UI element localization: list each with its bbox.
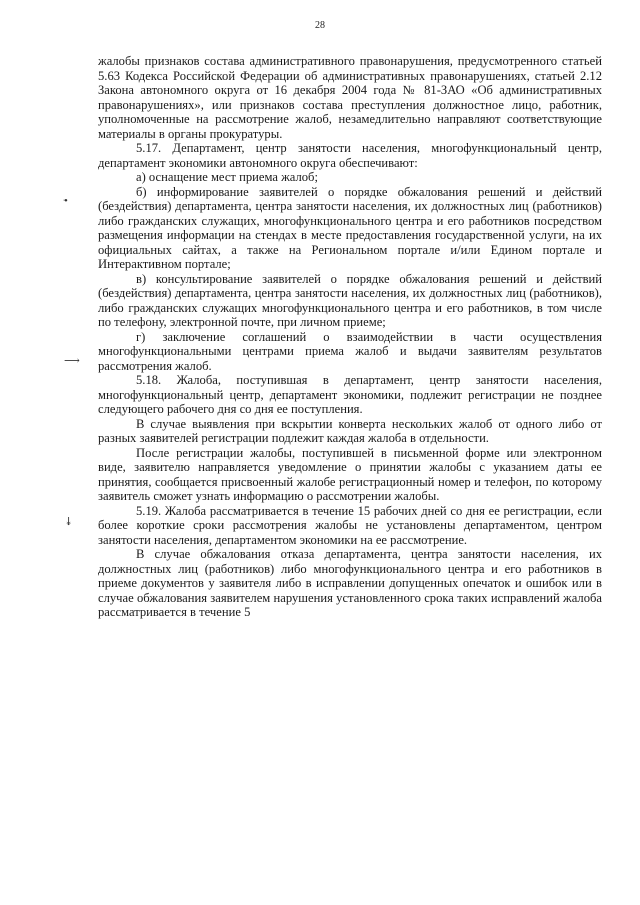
margin-tick-icon: ↡ — [64, 516, 74, 528]
document-body — [98, 54, 602, 620]
paragraph: жалобы признаков состава административного правонарушения, предусмотренного статьей 5.63 Кодекса Российской Федерации об административных правонарушениях, статьей 2.12 Закона автономного округа от 16 декабря 2004 года № 81-ЗАО «Об административных правонарушениях», или признаков состава преступления должностное лицо, работник, уполномоченные на рассмотрение жалоб, незамедлительно направляют соответствующие материалы в органы прокуратуры. — [98, 54, 602, 141]
paragraph: г) заключение соглашений о взаимодействии в части осуществления многофункциональными центрами приема жалоб и выдачи заявителям результатов рассмотрения жалоб. — [98, 329, 602, 373]
paragraph: 5.19. Жалоба рассматривается в течение 15 рабочих дней со дня ее регистрации, если более короткие сроки рассмотрения жалобы не установлены департаментом, центром занятости населения, департаментом экономики на ее рассмотрение. — [98, 503, 602, 547]
paragraph: 5.18. Жалоба, поступившая в департамент, центр занятости населения, многофункциональный центр, департамент экономики, подлежит регистрации не позднее следующего рабочего дня со дня ее поступления. — [98, 373, 602, 416]
paragraph: После регистрации жалобы, поступившей в письменной форме или электронном виде, заявителю направляется уведомление о принятии жалобы с указанием даты ее принятия, сообщается присвоенный жалобе регистрационный номер и телефон, по которому заявитель сможет узнать информацию о рассмотрении жалобы. — [98, 445, 602, 503]
paragraph: а) оснащение мест приема жалоб; — [136, 170, 318, 184]
paragraph: 5.17. Департамент, центр занятости населения, многофункциональный центр, департамент экономики автономного округа обеспечивают: — [98, 141, 602, 170]
page-number: 28 — [315, 20, 325, 31]
paragraph: В случае выявления при вскрытии конверта нескольких жалоб от одного либо от разных заявителей регистрации подлежит каждая жалоба в отдельности. — [98, 416, 602, 445]
paragraph: в) консультирование заявителей о порядке обжалования решений и действий (бездействия) департамента, центра занятости населения, их должностных лиц (работников), либо гражданских служащих многофункционального центра и его работников, в том числе по телефону, электронной почте, при личном приеме; — [98, 271, 602, 329]
margin-arrow-icon: ⟶ — [64, 355, 80, 367]
paragraph: б) информирование заявителей о порядке обжалования решений и действий (бездействия) департамента, центра занятости населения, их должностных лиц (работников) либо гражданских служащих, многофункционального центра и его работников посредством размещения информации на стендах в месте предоставления государственной услуги, на их официальных сайтах, а также на Региональном портале и/или Едином портале и Интерактивном портале; — [98, 184, 602, 271]
margin-mark-icon: •ּ — [64, 195, 68, 207]
paragraph: В случае обжалования отказа департамента, центра занятости населения, их должностных лиц (работников) либо многофункционального центра и его работников в приеме документов у заявителя либо в исправлении допущенных опечаток и ошибок или в случае обжалования заявителем нарушения установленного срока таких исправлений жалоба рассматривается в течение 5 — [98, 547, 602, 619]
